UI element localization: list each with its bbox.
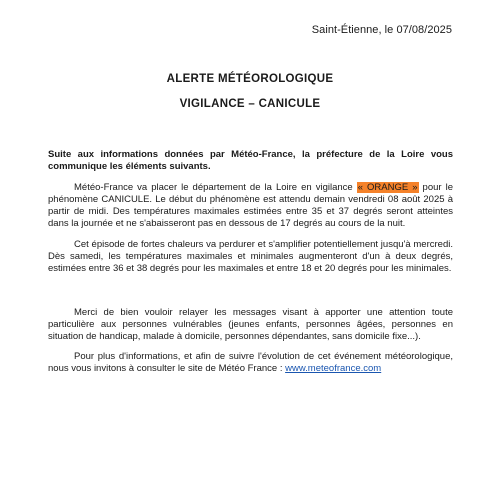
paragraph-information bbox=[48, 351, 453, 375]
meteofrance-link[interactable]: www.meteofrance.com bbox=[285, 363, 382, 374]
paragraph-3-text: Merci de bien vouloir relayer les messages visant à apporter une attention toute particulière aux personnes vulnérables (jeunes enfants, personnes âgées, personnes en situation de handicap, malade à domicile, personnes dépendantes, sans domicile fixe...). bbox=[48, 307, 453, 342]
paragraph-4-text: Pour plus d'informations, et afin de suivre l'évolution de cet événement météorologique, nous vous invitons à consulter le site de Météo France : bbox=[48, 351, 453, 374]
paragraph-vigilance bbox=[48, 182, 453, 230]
paragraph-1-before: Météo-France va placer le département de la Loire en vigilance bbox=[74, 182, 357, 193]
paragraph-1-after: pour le phénomène CANICULE. Le début du phénomène est attendu demain vendredi 08 août 2025 à partir de midi. Des températures maximales estimées entre 35 et 37 degrés seront atteintes dans la journée et ne s'abaisseront pas en dessous de 17 degrés au cours de la nuit. bbox=[48, 182, 454, 229]
vigilance-level-highlight: « ORANGE » bbox=[357, 182, 418, 193]
vigilance-title: VIGILANCE – CANICULE bbox=[179, 98, 321, 110]
paragraph-episode bbox=[48, 239, 453, 275]
paragraph-vulnerable bbox=[48, 307, 453, 343]
intro-paragraph: Suite aux informations données par Météo-France, la préfecture de la Loire vous communique les éléments suivants. bbox=[48, 149, 453, 172]
paragraph-2-text: Cet épisode de fortes chaleurs va perdurer et s'amplifier potentiellement jusqu'à mercredi. Dès samedi, les températures maximales et minimales augmenteront d'un à deux degrés, estimées entre 36 et 38 degrés pour les maximales et entre 18 et 20 degrés pour les minimales. bbox=[48, 239, 453, 274]
alert-title: ALERTE MÉTÉOROLOGIQUE bbox=[166, 73, 334, 85]
dateline: Saint-Étienne, le 07/08/2025 bbox=[311, 24, 452, 36]
